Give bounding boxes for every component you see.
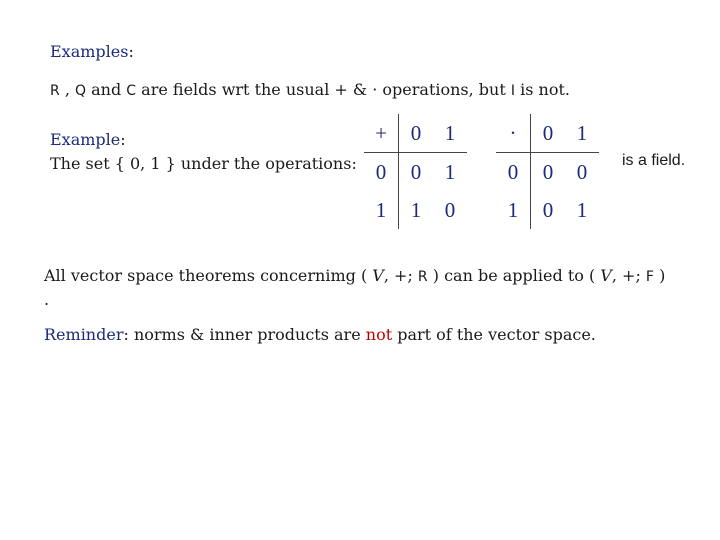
examples-label: Examples: [50, 42, 129, 61]
examples-colon: :: [128, 42, 134, 61]
theorem-text-a: All vector space theorems concernimg (: [44, 266, 373, 285]
vector-space-v: V: [600, 266, 612, 285]
multiplication-cell: 0: [576, 159, 588, 184]
multiplication-header-cell: 0: [531, 114, 566, 153]
addition-row-label: 0: [364, 153, 399, 192]
theorem-text-d: , +;: [611, 266, 646, 285]
rationals-symbol: Q: [75, 83, 87, 99]
plus-operator: +: [364, 114, 399, 153]
addition-table: [364, 114, 467, 229]
addition-row: [364, 191, 467, 229]
dot-operator: ·: [496, 114, 531, 153]
addition-row: [364, 153, 467, 192]
addition-cell: 1: [410, 197, 422, 222]
multiplication-table: [496, 114, 599, 229]
multiplication-header-cell: 1: [565, 114, 599, 153]
vector-space-v: V: [372, 266, 384, 285]
reminder-statement: [44, 325, 596, 344]
addition-row-label: 1: [364, 191, 399, 229]
addition-cell: 0: [410, 159, 422, 184]
multiplication-cell: 1: [576, 197, 588, 222]
example-description: The set { 0, 1 } under the operations:: [50, 154, 357, 173]
addition-header-cell: 1: [433, 114, 467, 153]
reals-symbol: R: [50, 83, 60, 99]
multiplication-header-row: [496, 114, 599, 153]
not-emphasis: not: [365, 325, 393, 344]
examples-heading: [50, 42, 134, 61]
multiplication-cell: 0: [542, 197, 554, 222]
fields-text: are fields wrt the usual + & · operations, but: [136, 80, 511, 99]
theorem-text-e: ): [653, 266, 666, 285]
example-heading: [50, 130, 126, 149]
and-text: and: [86, 80, 127, 99]
reminder-colon: :: [123, 325, 129, 344]
integers-symbol: I: [510, 83, 516, 99]
addition-cell: 0: [444, 197, 456, 222]
reminder-text-b: part of the vector space.: [392, 325, 596, 344]
example-label: Example: [50, 130, 121, 149]
is-field-text: is a field.: [622, 152, 686, 169]
multiplication-row-label: 1: [496, 191, 531, 229]
theorem-text-c: ) can be applied to (: [427, 266, 601, 285]
reminder-label: Reminder: [44, 325, 124, 344]
theorem-text-b: , +;: [383, 266, 418, 285]
field-symbol: F: [645, 269, 654, 285]
multiplication-cell: 0: [542, 159, 554, 184]
theorem-statement: [44, 266, 665, 285]
reminder-text-a: norms & inner products are: [128, 325, 366, 344]
fields-statement: [50, 80, 570, 99]
example-colon: :: [120, 130, 126, 149]
multiplication-row-label: 0: [496, 153, 531, 192]
multiplication-row: [496, 153, 599, 192]
theorem-period: .: [44, 290, 50, 309]
addition-header-cell: 0: [399, 114, 434, 153]
multiplication-row: [496, 191, 599, 229]
addition-cell: 1: [444, 159, 456, 184]
complex-symbol: C: [126, 83, 137, 99]
addition-header-row: [364, 114, 467, 153]
is-not-text: is not.: [515, 80, 570, 99]
reals-symbol: R: [417, 269, 428, 285]
comma-text: ,: [59, 80, 70, 99]
